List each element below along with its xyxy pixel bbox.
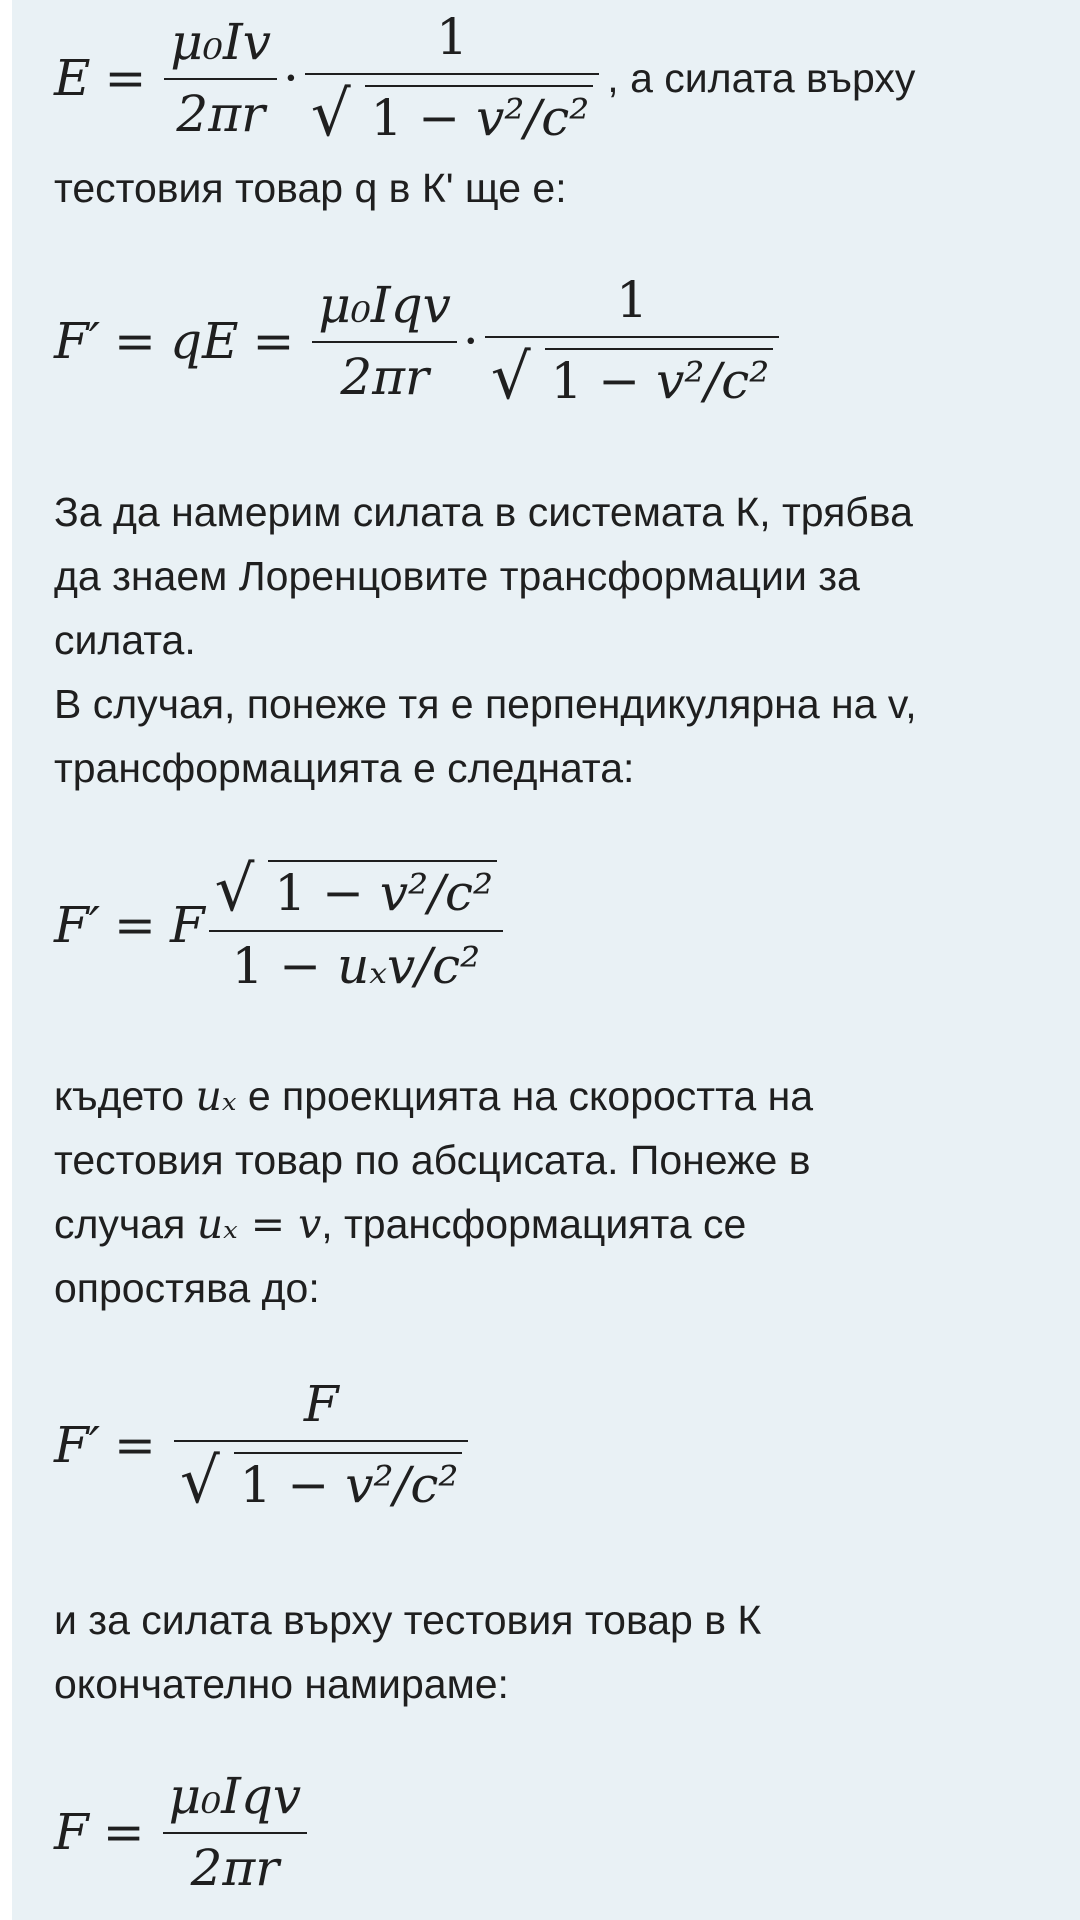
prose-line: опростява до: [54,1265,320,1311]
prose-inline-suffix: , а силата върху [607,54,916,101]
prose-line: случая uₓ = v, трансформацията се [54,1200,747,1248]
fraction-lorentz-factor: $\frac{1}{\text{√ 1 − v²/c²}}$ [305,11,599,146]
inline-math-ux-eq-v: uₓ = v [196,1200,322,1248]
inline-math-ux: uₓ [195,1072,237,1120]
fraction-mu0-iv-over-2pir: $\frac{\text{μ₀Iv}}{2\pi r}$ [164,16,277,141]
equation-force-transform: F′ = F $\frac{\text{√ 1 − v²/c²}}{\text{1 − uₓv/c²}}$ [54,858,507,992]
prose-line: трансформацията е следната: [54,745,635,791]
prose-line: силата. [54,617,196,663]
article-page [12,0,1080,1920]
equation-force-prime: F′ = qE = $\frac{\text{μ₀Iqv}}{2\pi r}$ · $\frac{1}{\text{√ 1 − v²/c²}}$ [54,276,783,406]
symbol-e: E [54,49,91,107]
prose-line: да знаем Лоренцовите трансформации за [54,553,860,599]
prose-line: тестовия товар по абсцисата. Понеже в [54,1137,811,1183]
prose-line: където uₓ е проекцията на скоростта на [54,1072,814,1120]
equation-force-simplified: F′ = $\frac{F}{\text{√ 1 − v²/c²}}$ [54,1378,472,1512]
prose-line: окончателно намираме: [54,1661,509,1707]
prose-line: тестовия товар q в К' ще е: [54,165,567,211]
equation-force-final: F = $\frac{\text{μ₀Iqv}}{2\pi r}$ [54,1770,311,1894]
prose-line: и за силата върху тестовия товар в К [54,1597,762,1643]
prose-line: За да намерим силата в системата К, трябва [54,489,913,535]
equation-e-field: E = $\frac{\text{μ₀Iv}}{2\pi r}$ · $\frac{1}{\text{√ 1 − v²/c²}}$ , а силата върху [54,7,916,150]
prose-line: В случая, понеже тя е перпендикулярна на v, [54,681,917,727]
